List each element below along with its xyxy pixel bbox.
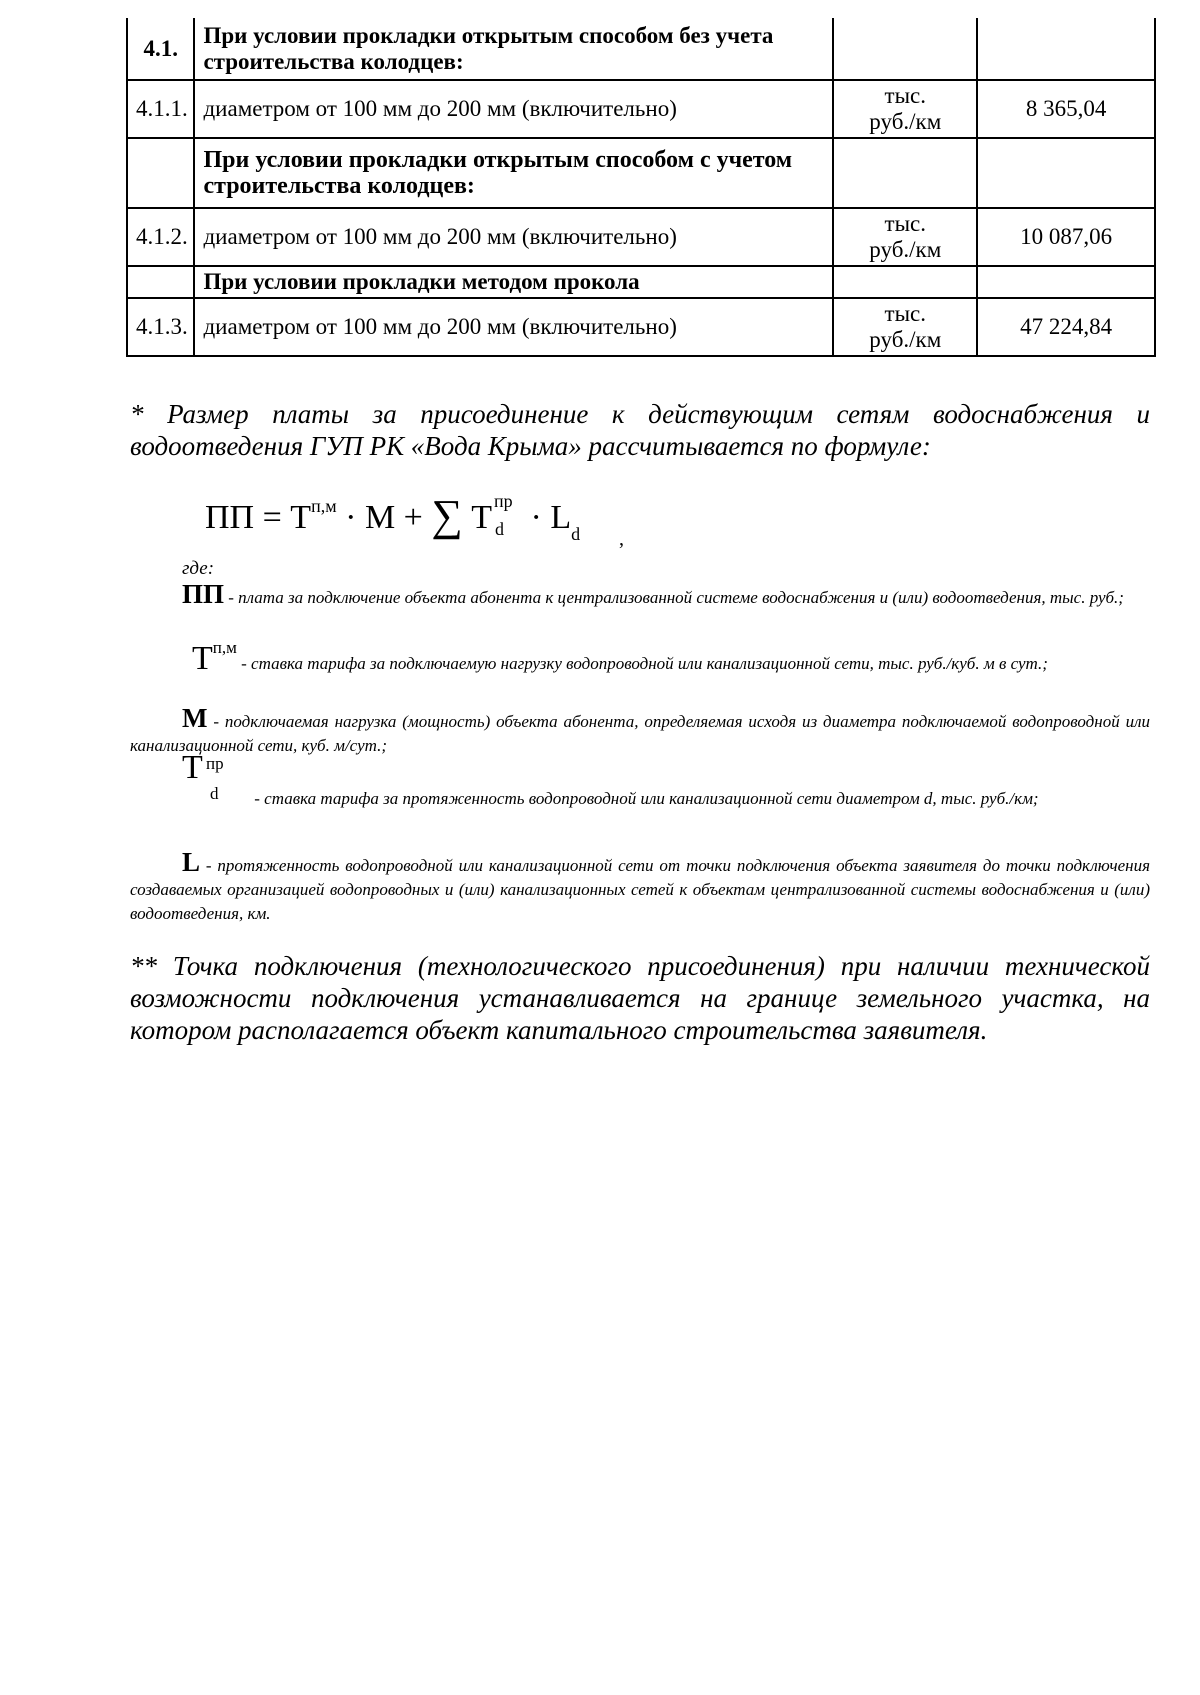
row-number: 4.1.1. [127,80,194,138]
formula-eq: = [262,499,282,536]
formula-t2-indices: пр d [494,491,513,540]
formula-t: Т [290,499,312,536]
legend-m-symbol: М [182,703,208,733]
legend-td [130,749,1150,811]
row-value: 10 087,06 [977,208,1155,266]
legend-t-text: - ставка тарифа за подключаемую нагрузку водопроводной или канализационной сети, тыс. руб./куб. м в сут.; [236,654,1048,673]
row-value [977,18,1155,80]
formula-m: М [364,499,396,536]
row-unit [833,266,977,298]
row-unit [833,18,977,80]
formula-dot: · [345,499,357,536]
row-unit: тыс. руб./км [833,80,977,138]
formula-sigma: ∑ [431,491,463,540]
row-number: 4.1. [127,18,194,80]
row-number: 4.1.3. [127,298,194,356]
formula-l: L [550,499,572,536]
legend-t-symbol: Т [192,640,213,677]
row-number: 4.1.2. [127,208,194,266]
formula-dot: · [530,499,542,536]
row-unit: тыс. руб./км [833,208,977,266]
row-name: При условии прокладки открытым способом без учета строительства колодцев: [194,18,833,80]
legend-l-text: - протяженность водопроводной или канализационной сети от точки подключения объекта заявителя до точки подключения создаваемых организацией водопроводных и (или) канализационных сетей к объектам централизованной системы водоснабжения и (или) водоотведения, км. [130,856,1150,923]
legend-t-sup: п,м [212,638,237,657]
row-number [127,138,194,208]
legend-t [130,636,1150,676]
table-row [127,80,1155,138]
legend-td-sub: d [210,784,219,803]
where-label: где: [182,558,215,579]
row-unit: тыс. руб./км [833,298,977,356]
row-name: При условии прокладки открытым способом с учетом строительства колодцев: [194,138,833,208]
legend-l [130,847,1150,926]
legend-m [130,703,1150,758]
tariff-table [126,18,1156,357]
legend-td-symbol-group [130,749,224,808]
row-value: 8 365,04 [977,80,1155,138]
row-value: 47 224,84 [977,298,1155,356]
legend-l-symbol: L [182,847,201,877]
formula-plus: + [403,499,423,536]
legend-m-text: - подключаемая нагрузка (мощность) объекта абонента, определяемая исходя из диаметра подключаемой водопроводной или канализационной сети, куб. м/сут.; [130,712,1150,755]
row-value [977,138,1155,208]
legend-pp-symbol: ПП [182,579,225,609]
table-row [127,138,1155,208]
formula-lhs: ПП [205,499,255,536]
row-name: диаметром от 100 мм до 200 мм (включительно) [194,298,833,356]
table-row [127,208,1155,266]
row-name: При условии прокладки методом прокола [194,266,833,298]
formula-t2: Т [471,499,493,536]
legend-td-sup: пр [206,754,224,773]
formula-l-sub: d [571,524,581,544]
row-name: диаметром от 100 мм до 200 мм (включительно) [194,208,833,266]
connection-point-note: ** Точка подключения (технологического присоединения) при наличии технической возможности подключения устанавливается на границе земельного участка, на котором располагается объект капитального строительства заявителя. [130,951,1150,1045]
table-row [127,18,1155,80]
row-unit [833,138,977,208]
legend-pp [130,579,1150,610]
formula-t-sup: п,м [311,496,337,516]
table-row [127,298,1155,356]
row-name: диаметром от 100 мм до 200 мм (включительно) [194,80,833,138]
legend-td-symbol: Т [182,749,203,786]
legend-td-text: - ставка тарифа за протяженность водопроводной или канализационной сети диаметром d, тыс. руб./км; [250,789,1039,808]
payment-formula [205,490,580,545]
legend-pp-text: - плата за подключение объекта абонента к централизованной системе водоснабжения и (или) водоотведения, тыс. руб.; [224,588,1124,607]
formula-intro-note: * Размер платы за присоединение к действующим сетям водоснабжения и водоотведения ГУП РК «Вода Крыма» рассчитывается по формуле: [130,399,1150,461]
table-row [127,266,1155,298]
formula-comma: , [619,528,624,550]
row-number [127,266,194,298]
row-value [977,266,1155,298]
